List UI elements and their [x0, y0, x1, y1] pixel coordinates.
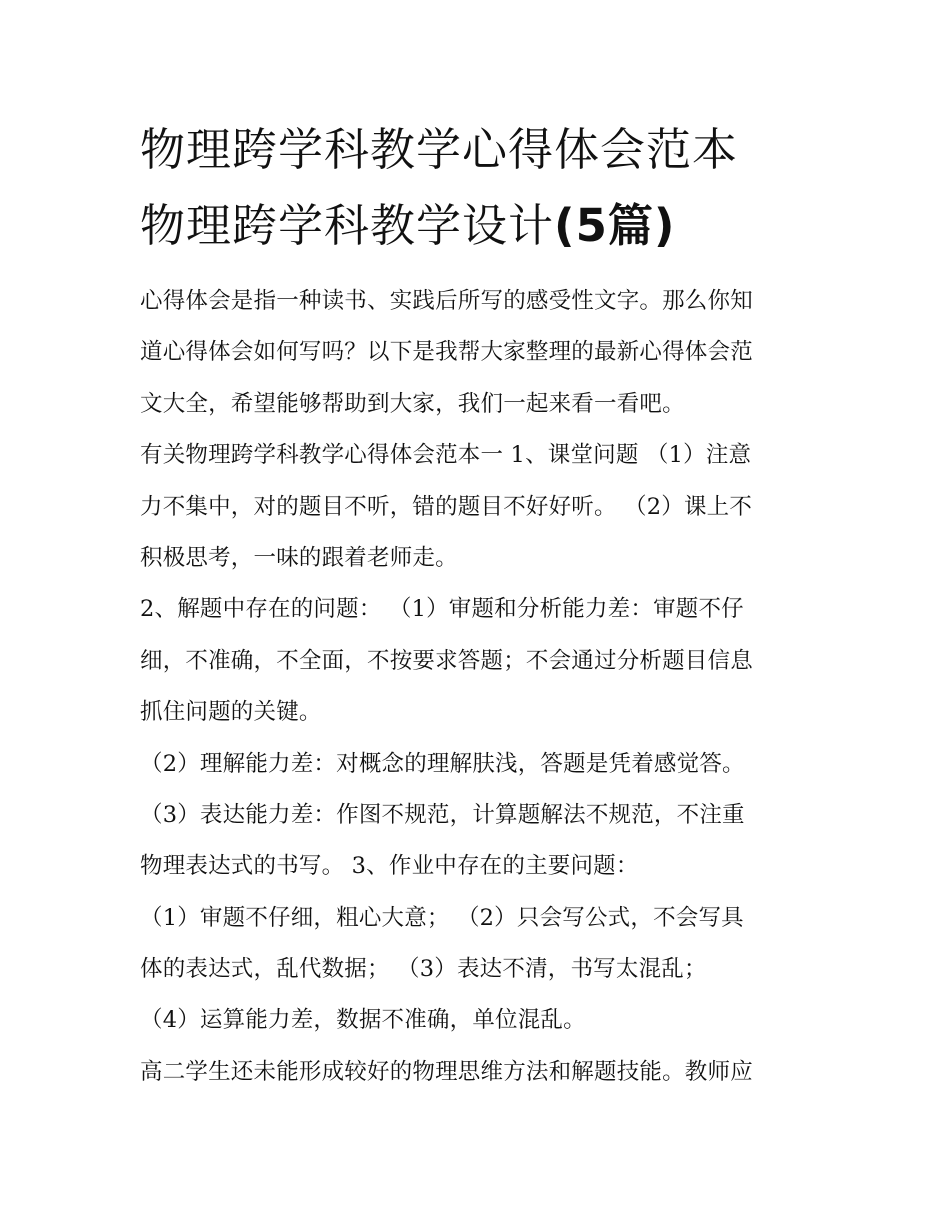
body-line: （2）理解能力差：对概念的理解肤浅，答题是凭着感觉答。	[140, 750, 745, 777]
title-suffix: (5篇)	[554, 199, 676, 252]
body-line: 文大全，希望能够帮助到大家，我们一起来看一看吧。	[140, 390, 685, 417]
title-line-1: 物理跨学科教学心得体会范本	[140, 123, 739, 176]
body-line: 道心得体会如何写吗？以下是我帮大家整理的最新心得体会范	[140, 339, 753, 366]
body-line: 高二学生还未能形成较好的物理思维方法和解题技能。教师应	[140, 1058, 753, 1085]
document-body	[140, 276, 820, 1098]
body-line: 力不集中，对的题目不听，错的题目不好好听。 （2）课上不	[140, 493, 753, 520]
body-line: （4）运算能力差，数据不准确，单位混乱。	[140, 1007, 586, 1034]
body-line: （1）审题不仔细，粗心大意； （2）只会写公式，不会写具	[140, 904, 744, 931]
document-title	[140, 112, 840, 264]
body-line: 抓住问题的关键。	[140, 699, 322, 726]
body-line: 体的表达式，乱代数据； （3）表达不清，书写太混乱；	[140, 956, 707, 983]
title-line-2	[140, 188, 840, 264]
body-line: 细，不准确，不全面，不按要求答题；不会通过分析题目信息	[140, 647, 753, 674]
body-line: （3）表达能力差：作图不规范，计算题解法不规范，不注重	[140, 801, 745, 828]
body-line: 2、解题中存在的问题： （1）审题和分析能力差：审题不仔	[140, 596, 744, 623]
body-line: 物理表达式的书写。 3、作业中存在的主要问题：	[140, 853, 639, 880]
body-line: 心得体会是指一种读书、实践后所写的感受性文字。那么你知	[140, 288, 753, 314]
body-line: 积极思考，一味的跟着老师走。	[140, 544, 458, 571]
title-line-2-text: 物理跨学科教学设计	[140, 199, 555, 252]
body-line: 有关物理跨学科教学心得体会范本一 1、课堂问题 （1）注意	[140, 442, 752, 469]
